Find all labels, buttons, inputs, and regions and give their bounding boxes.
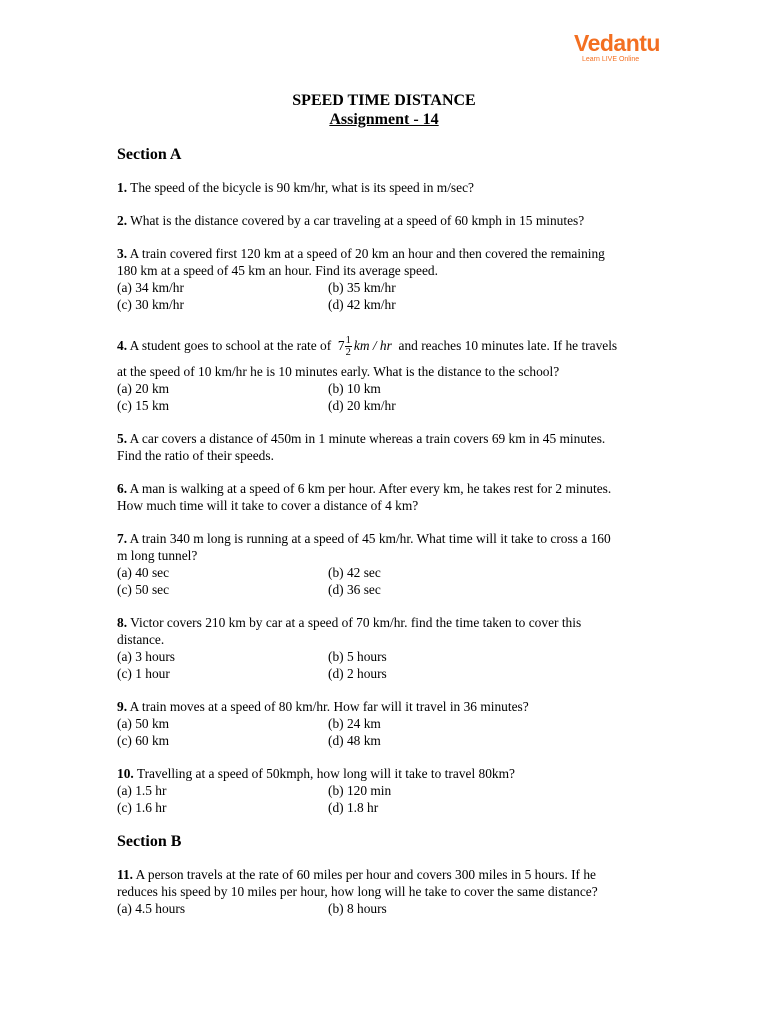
option-c: (c) 60 km — [117, 733, 170, 748]
option-c: (c) 1 hour — [117, 666, 170, 681]
question-text: A person travels at the rate of 60 miles per hour and covers 300 miles in 5 hours. If he — [135, 867, 596, 882]
option-b: (b) 24 km — [328, 716, 381, 731]
option-c: (c) 15 km — [117, 398, 170, 413]
question-11 — [117, 866, 651, 917]
answer-options — [117, 380, 651, 414]
fraction-numerator: 1 — [345, 335, 351, 347]
question-text: A train 340 m long is running at a speed of 45 km/hr. What time will it take to cross a 160 — [129, 531, 611, 546]
question-5 — [117, 430, 651, 464]
question-number: 5. — [117, 431, 128, 446]
question-text: distance. — [117, 632, 165, 647]
question-8 — [117, 614, 651, 682]
section-b-heading: Section B — [117, 833, 182, 850]
option-a: (a) 40 sec — [117, 565, 170, 580]
question-text: Find the ratio of their speeds. — [117, 448, 274, 463]
question-number: 7. — [117, 531, 128, 546]
question-text: A student goes to school at the rate of — [129, 338, 332, 353]
question-number: 6. — [117, 481, 128, 496]
question-text: Travelling at a speed of 50kmph, how long will it take to travel 80km? — [136, 766, 515, 781]
option-d: (d) 42 km/hr — [328, 297, 396, 312]
option-a: (a) 20 km — [117, 381, 170, 396]
option-a: (a) 4.5 hours — [117, 901, 186, 916]
option-d: (d) 1.8 hr — [328, 800, 379, 815]
option-b: (b) 120 min — [328, 783, 392, 798]
option-d: (d) 20 km/hr — [328, 398, 396, 413]
option-b: (b) 10 km — [328, 381, 381, 396]
question-number: 8. — [117, 615, 128, 630]
question-number: 9. — [117, 699, 128, 714]
section-a-heading: Section A — [117, 146, 182, 163]
page-title: SPEED TIME DISTANCE — [292, 92, 476, 109]
question-text: A train covered first 120 km at a speed of 20 km an hour and then covered the remaining — [129, 246, 605, 261]
option-b: (b) 42 sec — [328, 565, 381, 580]
answer-options — [117, 782, 651, 816]
option-d: (d) 2 hours — [328, 666, 387, 681]
option-a: (a) 50 km — [117, 716, 170, 731]
question-2 — [117, 212, 651, 229]
fraction-denominator: 2 — [345, 347, 351, 359]
question-text: 180 km at a speed of 45 km an hour. Find its average speed. — [117, 263, 438, 278]
question-number: 4. — [117, 338, 128, 353]
rate-whole: 7 — [337, 338, 345, 353]
question-text: A car covers a distance of 450m in 1 minute whereas a train covers 69 km in 45 minutes. — [129, 431, 606, 446]
question-number: 1. — [117, 180, 128, 195]
question-text: Victor covers 210 km by car at a speed of 70 km/hr. find the time taken to cover this — [130, 615, 582, 630]
question-1 — [117, 179, 651, 196]
question-text: at the speed of 10 km/hr he is 10 minutes early. What is the distance to the school? — [117, 364, 560, 379]
answer-options — [117, 564, 651, 598]
logo-tagline: Learn LIVE Online — [582, 56, 640, 63]
logo-name: Vedantu — [574, 30, 660, 56]
question-text: reduces his speed by 10 miles per hour, how long will he take to cover the same distance? — [117, 884, 598, 899]
question-text: What is the distance covered by a car traveling at a speed of 60 kmph in 15 minutes? — [130, 213, 585, 228]
option-a: (a) 3 hours — [117, 649, 176, 664]
option-d: (d) 48 km — [328, 733, 381, 748]
answer-options — [117, 900, 651, 917]
rate-fraction — [345, 335, 352, 358]
option-b: (b) 8 hours — [328, 901, 387, 916]
option-c: (c) 1.6 hr — [117, 800, 167, 815]
option-b: (b) 5 hours — [328, 649, 387, 664]
question-7 — [117, 530, 651, 598]
question-number: 10. — [117, 766, 134, 781]
option-b: (b) 35 km/hr — [328, 280, 396, 295]
answer-options — [117, 279, 651, 313]
question-text: The speed of the bicycle is 90 km/hr, what is its speed in m/sec? — [130, 180, 474, 195]
answer-options — [117, 648, 651, 682]
vedantu-logo — [574, 30, 660, 64]
page-subtitle: Assignment - 14 — [329, 111, 439, 128]
answer-options — [117, 715, 651, 749]
question-4 — [117, 329, 651, 414]
question-9 — [117, 698, 651, 749]
question-text: How much time will it take to cover a distance of 4 km? — [117, 498, 419, 513]
assignment-page — [117, 91, 651, 933]
option-d: (d) 36 sec — [328, 582, 381, 597]
option-a: (a) 34 km/hr — [117, 280, 184, 295]
option-c: (c) 30 km/hr — [117, 297, 184, 312]
rate-unit: km / hr — [353, 338, 392, 353]
question-text: A train moves at a speed of 80 km/hr. How far will it travel in 36 minutes? — [129, 699, 529, 714]
question-number: 11. — [117, 867, 133, 882]
question-text: and reaches 10 minutes late. If he travels — [398, 338, 618, 353]
question-text: m long tunnel? — [117, 548, 198, 563]
question-10 — [117, 765, 651, 816]
question-number: 3. — [117, 246, 128, 261]
option-c: (c) 50 sec — [117, 582, 170, 597]
question-number: 2. — [117, 213, 128, 228]
question-3 — [117, 245, 651, 313]
option-a: (a) 1.5 hr — [117, 783, 167, 798]
question-6 — [117, 480, 651, 514]
question-text: A man is walking at a speed of 6 km per hour. After every km, he takes rest for 2 minutes. — [129, 481, 612, 496]
